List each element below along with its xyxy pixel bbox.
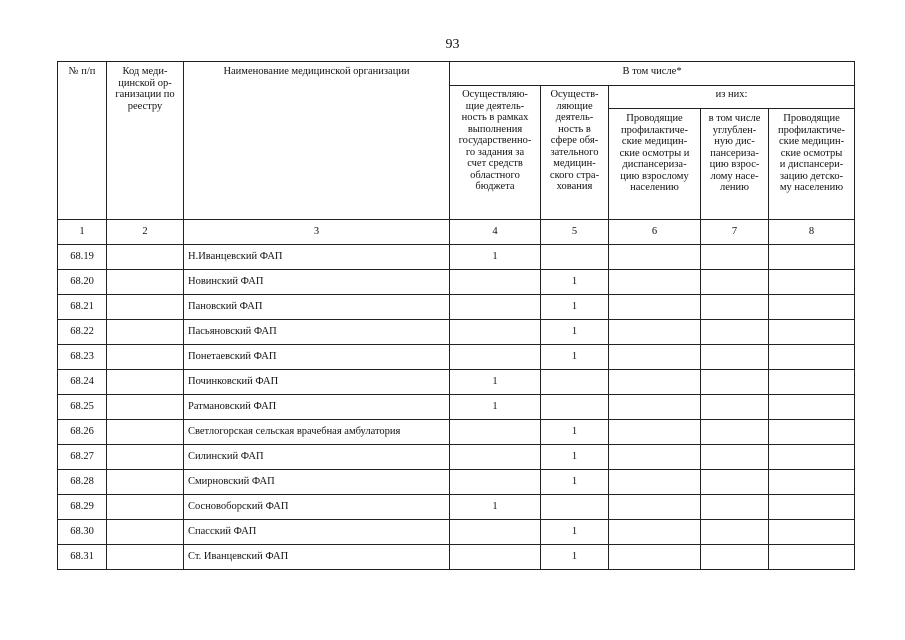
row-col8 — [769, 345, 855, 370]
row-col8 — [769, 320, 855, 345]
row-number: 68.23 — [58, 345, 107, 370]
row-number: 68.30 — [58, 520, 107, 545]
row-col5: 1 — [541, 470, 609, 495]
table-row — [58, 495, 855, 520]
row-col7 — [701, 420, 769, 445]
column-number: 8 — [769, 220, 855, 245]
row-col6 — [609, 345, 701, 370]
column-number: 6 — [609, 220, 701, 245]
row-code — [107, 395, 184, 420]
row-col7 — [701, 370, 769, 395]
table-row — [58, 270, 855, 295]
header-col8: Проводящие профилактиче- ские медицин- ские осмотры и диспансери- зацию детско- му населению — [769, 109, 855, 220]
table-row — [58, 370, 855, 395]
row-name: Ратмановский ФАП — [184, 395, 450, 420]
table-row — [58, 420, 855, 445]
row-col7 — [701, 495, 769, 520]
row-col8 — [769, 470, 855, 495]
row-col4 — [450, 470, 541, 495]
table-body — [58, 245, 855, 570]
table-row — [58, 545, 855, 570]
row-col4 — [450, 545, 541, 570]
row-col4 — [450, 345, 541, 370]
row-col6 — [609, 420, 701, 445]
row-col8 — [769, 295, 855, 320]
row-code — [107, 270, 184, 295]
row-col5: 1 — [541, 345, 609, 370]
row-col6 — [609, 520, 701, 545]
row-name: Понетаевский ФАП — [184, 345, 450, 370]
column-number: 2 — [107, 220, 184, 245]
table-row — [58, 320, 855, 345]
row-col7 — [701, 520, 769, 545]
row-col8 — [769, 270, 855, 295]
row-col8 — [769, 395, 855, 420]
row-col5: 1 — [541, 445, 609, 470]
row-col7 — [701, 470, 769, 495]
row-code — [107, 545, 184, 570]
row-name: Смирновский ФАП — [184, 470, 450, 495]
row-number: 68.25 — [58, 395, 107, 420]
row-col4 — [450, 420, 541, 445]
column-number: 3 — [184, 220, 450, 245]
header-of-them: из них: — [609, 86, 855, 109]
row-col6 — [609, 545, 701, 570]
row-col6 — [609, 270, 701, 295]
row-code — [107, 520, 184, 545]
row-name: Силинский ФАП — [184, 445, 450, 470]
column-number: 5 — [541, 220, 609, 245]
table-row — [58, 295, 855, 320]
column-number: 7 — [701, 220, 769, 245]
row-col5: 1 — [541, 320, 609, 345]
row-col5: 1 — [541, 420, 609, 445]
row-col4: 1 — [450, 370, 541, 395]
row-col7 — [701, 295, 769, 320]
row-col4 — [450, 270, 541, 295]
row-col4 — [450, 445, 541, 470]
row-col6 — [609, 245, 701, 270]
header-col7: в том числе углублен- ную дис- пансериза- цию взрос- лому насе- лению — [701, 109, 769, 220]
row-code — [107, 445, 184, 470]
row-name: Сосновоборский ФАП — [184, 495, 450, 520]
row-number: 68.22 — [58, 320, 107, 345]
row-col4 — [450, 320, 541, 345]
table-row — [58, 520, 855, 545]
row-col5: 1 — [541, 270, 609, 295]
header-col5: Осуществ- ляющие деятель- ность в сфере обя- зательного медицин- ского стра- хования — [541, 86, 609, 220]
row-col7 — [701, 270, 769, 295]
row-col5: 1 — [541, 520, 609, 545]
row-number: 68.26 — [58, 420, 107, 445]
row-name: Пасьяновский ФАП — [184, 320, 450, 345]
row-col5 — [541, 495, 609, 520]
row-code — [107, 345, 184, 370]
row-col4 — [450, 295, 541, 320]
organizations-table — [57, 61, 855, 570]
row-col8 — [769, 520, 855, 545]
header-col6: Проводящие профилактиче- ские медицин- ские осмотры и диспансериза- цию взрослому населению — [609, 109, 701, 220]
header-including: В том числе* — [450, 62, 855, 86]
row-number: 68.27 — [58, 445, 107, 470]
row-col8 — [769, 420, 855, 445]
header-num: № п/п — [58, 62, 107, 220]
row-col7 — [701, 320, 769, 345]
row-number: 68.28 — [58, 470, 107, 495]
row-name: Н.Иванцевский ФАП — [184, 245, 450, 270]
row-col7 — [701, 345, 769, 370]
table-row — [58, 345, 855, 370]
row-col4: 1 — [450, 495, 541, 520]
row-number: 68.19 — [58, 245, 107, 270]
row-col5 — [541, 370, 609, 395]
row-code — [107, 370, 184, 395]
row-col6 — [609, 370, 701, 395]
row-col4: 1 — [450, 395, 541, 420]
row-name: Ст. Иванцевский ФАП — [184, 545, 450, 570]
row-col5 — [541, 245, 609, 270]
row-col6 — [609, 320, 701, 345]
row-col4: 1 — [450, 245, 541, 270]
row-name: Спасский ФАП — [184, 520, 450, 545]
row-number: 68.31 — [58, 545, 107, 570]
column-number: 4 — [450, 220, 541, 245]
row-col4 — [450, 520, 541, 545]
row-number: 68.24 — [58, 370, 107, 395]
row-col6 — [609, 445, 701, 470]
row-name: Пановский ФАП — [184, 295, 450, 320]
table-row — [58, 245, 855, 270]
row-col6 — [609, 395, 701, 420]
table-row — [58, 470, 855, 495]
row-code — [107, 320, 184, 345]
row-number: 68.20 — [58, 270, 107, 295]
row-name: Новинский ФАП — [184, 270, 450, 295]
header-code: Код меди- цинской ор- ганизации по реестру — [107, 62, 184, 220]
row-col6 — [609, 495, 701, 520]
row-code — [107, 495, 184, 520]
row-col8 — [769, 370, 855, 395]
row-name: Светлогорская сельская врачебная амбулатория — [184, 420, 450, 445]
row-code — [107, 420, 184, 445]
column-number: 1 — [58, 220, 107, 245]
page-number: 93 — [445, 37, 460, 52]
row-number: 68.29 — [58, 495, 107, 520]
row-col7 — [701, 445, 769, 470]
row-col8 — [769, 495, 855, 520]
row-col7 — [701, 245, 769, 270]
row-code — [107, 245, 184, 270]
header-col4: Осуществляю- щие деятель- ность в рамках выполнения государственно- го задания за счет средств областного бюджета — [450, 86, 541, 220]
row-col5: 1 — [541, 545, 609, 570]
row-col7 — [701, 545, 769, 570]
row-col7 — [701, 395, 769, 420]
table-row — [58, 445, 855, 470]
row-col6 — [609, 470, 701, 495]
row-col5 — [541, 395, 609, 420]
row-col5: 1 — [541, 295, 609, 320]
row-number: 68.21 — [58, 295, 107, 320]
table-row — [58, 395, 855, 420]
row-col6 — [609, 295, 701, 320]
row-col8 — [769, 545, 855, 570]
header-name: Наименование медицинской организации — [184, 62, 450, 220]
row-name: Починковский ФАП — [184, 370, 450, 395]
row-col8 — [769, 445, 855, 470]
row-col8 — [769, 245, 855, 270]
row-code — [107, 470, 184, 495]
row-code — [107, 295, 184, 320]
